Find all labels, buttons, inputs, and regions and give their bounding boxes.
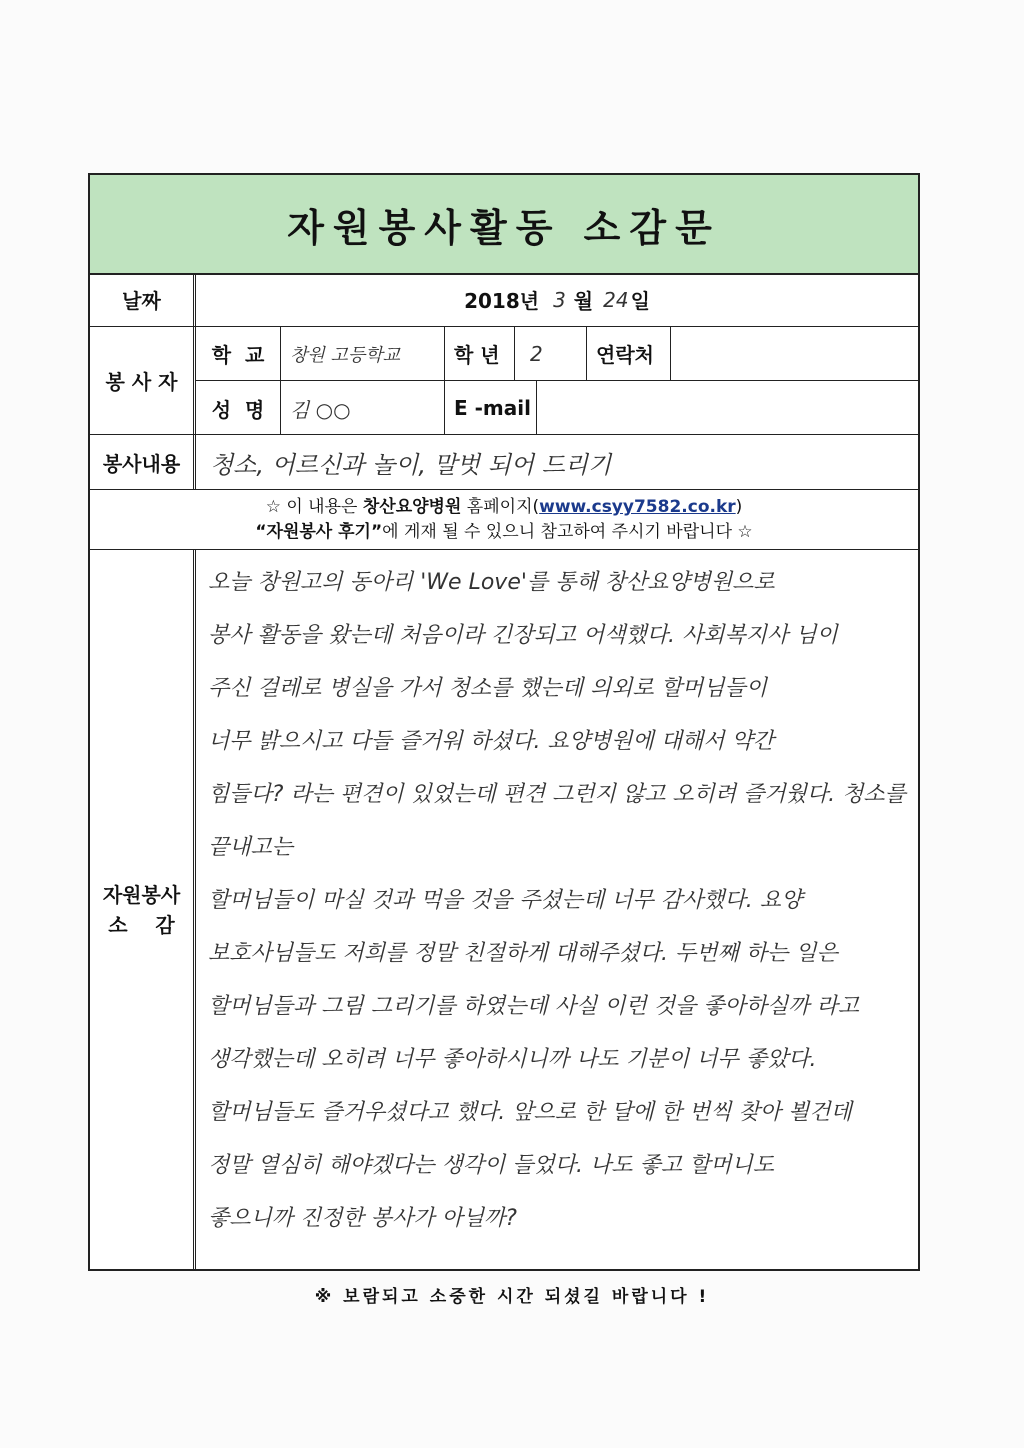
content-value: 청소, 어르신과 놀이, 말벗 되어 드리기: [210, 450, 612, 479]
date-label: 날짜: [90, 273, 196, 326]
notice-prefix: ☆ 이 내용은: [265, 497, 358, 517]
date-day-label: 일: [630, 289, 650, 313]
notice-suffix: ): [735, 497, 743, 517]
essay-label-line-2: 소 감: [108, 912, 175, 937]
volunteer-report-form: [88, 173, 920, 1271]
essay-label-line-1: 자원봉사: [102, 882, 181, 907]
form-title: 자원봉사활동 소감문: [90, 175, 918, 275]
grade-label: 학 년: [454, 343, 500, 367]
contact-label: 연락처: [596, 343, 654, 367]
date-month-label: 월: [573, 289, 594, 313]
name-label: 성 명: [211, 397, 265, 422]
essay-label: [90, 550, 196, 1269]
notice-row: [90, 490, 918, 550]
notice-mid: 홈페이지(: [466, 497, 540, 517]
date-value: [196, 273, 918, 326]
date-day-value: 24: [603, 287, 629, 312]
hospital-homepage-link[interactable]: www.csyy7582.co.kr: [539, 497, 736, 517]
grade-value: 2: [530, 341, 543, 366]
notice-line-1: [90, 495, 918, 520]
volunteer-section: [90, 327, 918, 435]
content-row: [90, 435, 918, 490]
essay-section: [90, 550, 918, 1269]
content-label: 봉사내용: [90, 435, 196, 489]
date-year: 2018년: [464, 289, 540, 313]
contact-value: [680, 327, 918, 380]
notice-line2-suffix: 에 게재 될 수 있으니 참고하여 주시기 바랍니다 ☆: [382, 522, 753, 542]
email-value: [546, 381, 918, 435]
school-value: 창원 고등학교: [290, 344, 401, 366]
name-value: 김 ○○: [290, 397, 351, 422]
email-label: E -mail: [454, 396, 531, 420]
footer-message: ※ 보람되고 소중한 시간 되셨길 바랍니다 !: [314, 1287, 710, 1307]
date-month-value: 3: [553, 287, 566, 312]
essay-text: 오늘 창원고의 동아리 'We Love'를 통해 창산요양병원으로 봉사 활동을 왔는데 처음이라 긴장되고 어색했다. 사회복지사 님이 주신 걸레로 병실을 가서 청소를 했는데 의외로 할머님들이 너무 밝으시고 다들 즐거워 하셨다. 요양병원에 대해서 약간 힘들다? 라는 편견이 있었는데 편견 그런지 않고 오히려 즐거웠다. 청소를 끝내고는 할머님들이 마실 것과 먹을 것을 주셨는데 너무 감사했다. 요양 보호사님들도 저희를 정말 친절하게 대해주셨다. 두번째 하는 일은 할머님들과 그림 그리기를 하였는데 사실 이런 것을 좋아하실까 라고 생각했는데 오히려 너무 좋아하시니까 나도 기분이 너무 좋았다. 할머님들도 즐거우셨다고 했다. 앞으로 한 달에 한 번씩 찾아 뵐건데 정말 열심히 해야겠다는 생각이 들었다. 나도 좋고 할머니도 좋으니까 진정한 봉사가 아닐까?: [208, 570, 906, 1231]
volunteer-label: 봉 사 자: [90, 327, 196, 434]
notice-line-2: [90, 520, 918, 545]
notice-hospital: 창산요양병원: [362, 497, 462, 517]
notice-quoted: “자원봉사 후기”: [255, 522, 383, 542]
date-row: [90, 273, 918, 327]
school-label: 학 교: [211, 343, 265, 367]
